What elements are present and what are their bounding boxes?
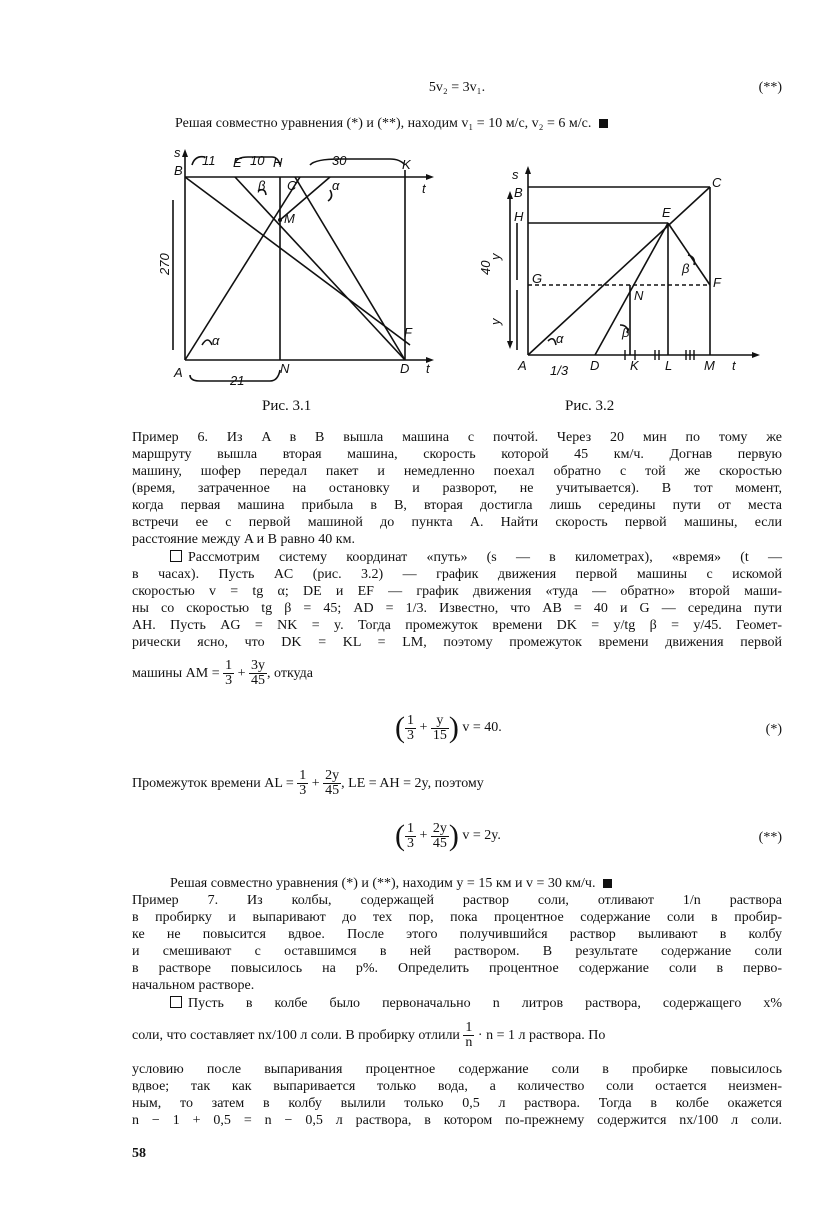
- page-number: 58: [132, 1146, 146, 1161]
- caption-fig-3-1: Рис. 3.1: [262, 398, 312, 414]
- ex6-sol-line-7: машины AM = $\frac{1}{3}$ + $\frac{3y}{45}$ , откуда: [132, 658, 314, 689]
- ex7-sol-line-3: условию после выпаривания процентное содержание соли в пробирке повысилось: [132, 1062, 782, 1077]
- label-11: 11: [202, 153, 216, 168]
- label-B: B: [514, 185, 523, 200]
- label-C: C: [712, 175, 722, 190]
- equation-tag: (**): [758, 80, 782, 95]
- label-y-lower: y: [488, 318, 503, 325]
- equation-double-star: ( $\frac{1}{3}$ + $\frac{2y}{45}$ ) v = 2y.: [395, 819, 501, 852]
- ex6-line-3: машину, шофер передал пакет и немедленно поехал обратно с той же скоростью: [132, 464, 782, 479]
- ex6-sol-line-1: Рассмотрим систему координат «путь» (s — в километрах), «время» (t —: [170, 550, 782, 566]
- ex7-line-4: и смешивают с оставшимся в ней раствором. В результате содержание соли: [132, 944, 782, 959]
- caption-fig-3-2: Рис. 3.2: [565, 398, 615, 414]
- label-y-upper: y: [488, 253, 503, 260]
- fraction-3y-45: $\frac{3y}{45}$: [251, 658, 266, 689]
- label-L: L: [665, 358, 673, 373]
- label-alpha: α: [332, 178, 340, 193]
- label-t-bottom: t: [426, 361, 430, 376]
- ex7-sol-line-1: Пусть в колбе было первоначально n литров раствора, содержащего x%: [170, 996, 782, 1012]
- ex6-sol-line-9: Решая совместно уравнения (*) и (**), находим y = 15 км и v = 30 км/ч.: [170, 876, 782, 892]
- ex7-sol-line-6: n − 1 + 0,5 = n − 0,5 л раствора, в котором по-прежнему содержится nx/100 л соли.: [132, 1113, 782, 1128]
- label-H: H: [514, 209, 524, 224]
- label-21: 21: [230, 373, 245, 388]
- ex6-line-2: маршруту вышла вторая машина, скорость которой 45 км/ч. Догнав первую: [132, 447, 782, 462]
- ex6-sol-line-6: рически ясно, что DK = KL = LM, поэтому промежуток времени движения первой: [132, 635, 782, 650]
- fraction-1-n: $\frac{1}{n}$: [465, 1020, 473, 1051]
- ex6-line-1: Пример 6. Из A в B вышла машина с почтой. Через 20 мин по тому же: [132, 430, 782, 445]
- label-K: K: [630, 358, 639, 373]
- label-D: D: [400, 361, 410, 376]
- label-D: D: [590, 358, 600, 373]
- ex6-sol-line-8: Промежуток времени AL = $\frac{1}{3}$ + $\frac{2y}{45}$ , LE = AH = 2y, поэтому: [132, 768, 484, 799]
- label-N: N: [280, 361, 290, 376]
- label-M: M: [284, 211, 295, 226]
- solution-box-icon: [170, 996, 182, 1008]
- label-beta-F: β: [682, 261, 690, 276]
- equation-5v2-3v1: 5v₂ = 3v₁.: [428, 80, 486, 95]
- label-K: K: [402, 157, 411, 172]
- label-alpha: α: [556, 331, 564, 346]
- ex7-line-1: Пример 7. Из колбы, содержащей раствор соли, отливают 1/n раствора: [132, 893, 782, 908]
- ex7-sol-line-2: соли, что составляет nx/100 л соли. В пробирку отлили $\frac{1}{n}$ · n = 1 л раствора. По: [132, 1020, 606, 1051]
- label-G: G: [532, 271, 543, 286]
- figure-3-1: [157, 145, 450, 395]
- ex6-sol-line-4: ны со скоростью tg β = 45; AD = 1/3. Известно, что AB = 40 и G — середина пути: [132, 601, 782, 616]
- ex7-line-5: в растворе повысилось на p%. Определить процентное содержание соли в перво-: [132, 961, 782, 976]
- qed-mark: [603, 879, 612, 888]
- label-N: N: [634, 288, 644, 303]
- ex6-line-6: встречи ее с первой машиной до пункта A. Найти скорость первой машины, если: [132, 515, 782, 530]
- ex6-sol-line-3: скоростью v = tg α; DE и EF — график движения «туда — обратно» второй маши-: [132, 584, 782, 599]
- label-B: B: [174, 163, 183, 178]
- label-M: M: [704, 358, 715, 373]
- label-beta-D: β: [622, 325, 630, 340]
- label-H: H: [273, 155, 283, 170]
- label-E: E: [233, 155, 242, 170]
- label-t-top: t: [422, 181, 426, 196]
- ex6-line-5: когда первая машина прибыла в B, вторая достигла лишь середины пути от места: [132, 498, 782, 513]
- label-one-third: 1/3: [550, 363, 569, 378]
- label-A: A: [174, 365, 183, 380]
- ex6-line-4: (время, затраченное на остановку и разворот, не учитывается). В тот момент,: [132, 481, 782, 496]
- equation-star-tag: (*): [765, 722, 782, 737]
- equation-star: ( $\frac{1}{3}$ + $\frac{y}{15}$ ) v = 40.: [395, 711, 502, 744]
- label-10: 10: [250, 153, 265, 168]
- ex7-sol-line-4: вдвое; так как выпаривается только вода, а количество соли остается неизмен-: [132, 1079, 782, 1094]
- label-A: A: [518, 358, 527, 373]
- solution-line-ex5: Решая совместно уравнения (*) и (**), находим v₁ = 10 м/с, v₂ = 6 м/с.: [175, 116, 775, 132]
- label-40: 40: [478, 260, 493, 275]
- solution-box-icon: [170, 550, 182, 562]
- label-beta: β: [258, 178, 266, 193]
- label-270: 270: [157, 253, 172, 275]
- ex7-line-3: ке не повысится вдвое. После этого получившийся раствор выливают в колбу: [132, 927, 782, 942]
- ex6-line-7: расстояние между A и B равно 40 км.: [132, 532, 355, 547]
- label-C: C: [287, 178, 297, 193]
- equation-double-star-tag: (**): [758, 830, 782, 845]
- ex6-sol-line-5: AH. Пусть AG = NK = y. Тогда промежуток времени DK = y/tg β = y/45. Геомет-: [132, 618, 782, 633]
- label-E: E: [662, 205, 671, 220]
- label-s: s: [512, 167, 519, 182]
- fraction-1-3: $\frac{1}{3}$: [225, 658, 233, 689]
- ex7-line-6: начальном растворе.: [132, 978, 255, 993]
- label-30: 30: [332, 153, 347, 168]
- label-t: t: [732, 358, 736, 373]
- label-F: F: [713, 275, 721, 290]
- ex7-line-2: в пробирку и выпаривают до тех пор, пока процентное содержание соли в пробир-: [132, 910, 782, 925]
- ex7-sol-line-5: ным, то затем в колбу вылили только 0,5 л раствора. Тогда в колбе окажется: [132, 1096, 782, 1111]
- figure-3-2: [470, 165, 770, 395]
- label-alpha-A: α: [212, 333, 220, 348]
- ex6-sol-line-2: в часах). Пусть AC (рис. 3.2) — график движения первой машины с искомой: [132, 567, 782, 582]
- label-F: F: [404, 325, 412, 340]
- label-s: s: [174, 145, 181, 160]
- qed-mark: [599, 119, 608, 128]
